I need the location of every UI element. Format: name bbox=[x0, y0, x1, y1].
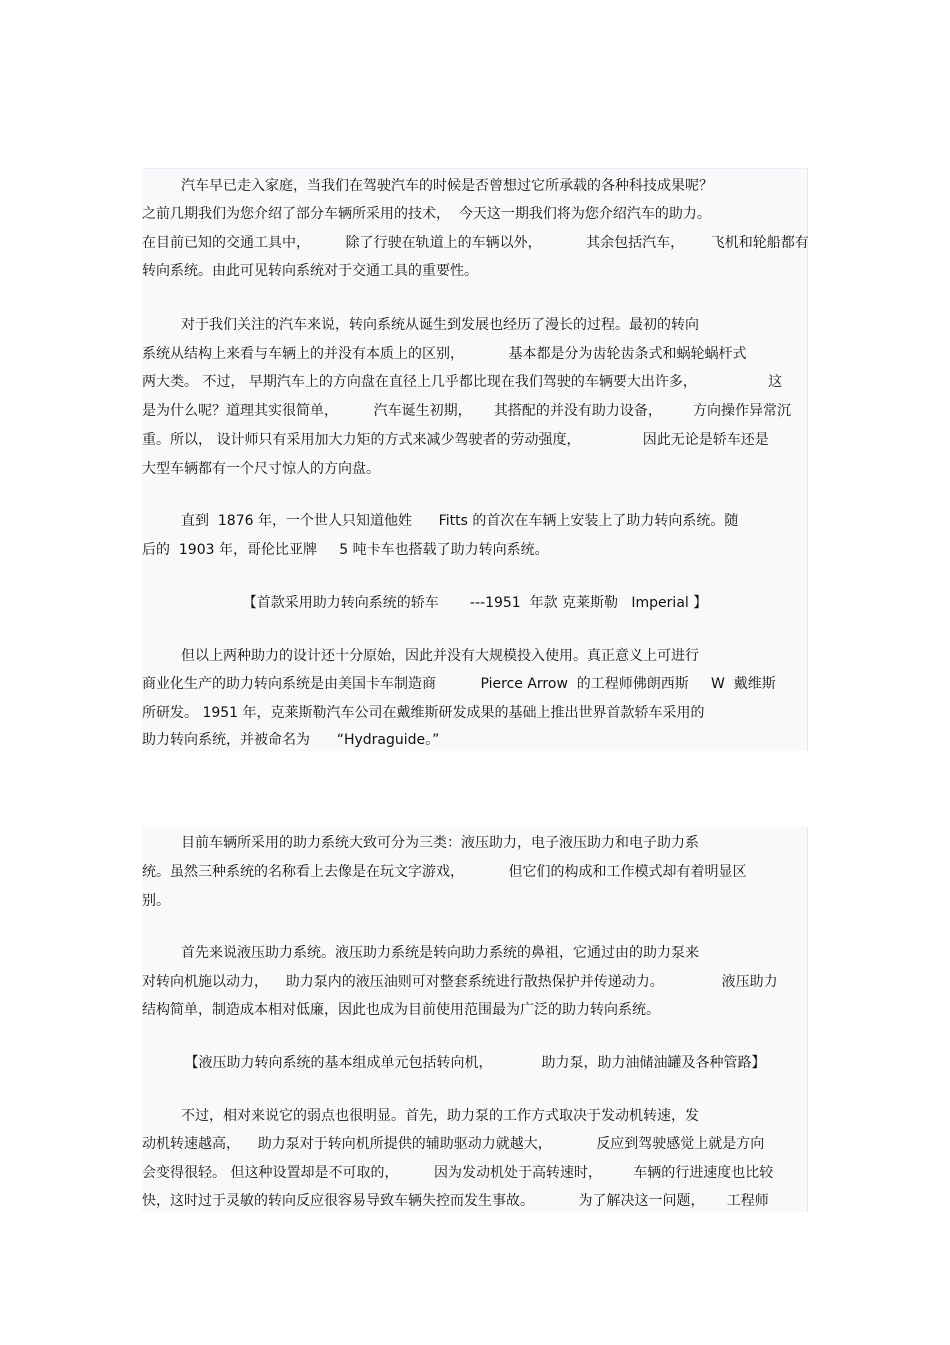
paragraph-line: 重。所以， 设计师只有采用加大力矩的方式来减少驾驶者的劳动强度， 因此无论是轿车还是 bbox=[142, 432, 769, 448]
paragraph-line: 对转向机施以动力， 助力泵内的液压油则可对整套系统进行散热保护并传递动力。 液压助力 bbox=[142, 974, 778, 990]
paragraph-line: 目前车辆所采用的助力系统大致可分为三类：液压助力，电子液压助力和电子助力系 bbox=[181, 835, 699, 851]
paragraph-line: 别。 bbox=[142, 893, 170, 909]
paragraph-line: 首先来说液压助力系统。液压助力系统是转向助力系统的鼻祖，它通过由的助力泵来 bbox=[181, 945, 699, 961]
paragraph-line: 所研发。 1951 年，克莱斯勒汽车公司在戴维斯研发成果的基础上推出世界首款轿车采用的 bbox=[142, 705, 705, 721]
paragraph-line: 大型车辆都有一个尺寸惊人的方向盘。 bbox=[142, 461, 380, 477]
paragraph-line: 在目前已知的交通工具中， 除了行驶在轨道上的车辆以外， 其余包括汽车， 飞机和轮船都有 bbox=[142, 235, 809, 251]
paragraph-line: 转向系统。由此可见转向系统对于交通工具的重要性。 bbox=[142, 263, 478, 279]
paragraph-line: 后的 1903 年，哥伦比亚牌 5 吨卡车也搭载了助力转向系统。 bbox=[142, 542, 549, 558]
paragraph-line: 但以上两种助力的设计还十分原始，因此并没有大规模投入使用。真正意义上可进行 bbox=[181, 648, 699, 664]
paragraph-line: 对于我们关注的汽车来说，转向系统从诞生到发展也经历了漫长的过程。最初的转向 bbox=[181, 317, 699, 333]
paragraph-line: 两大类。 不过， 早期汽车上的方向盘在直径上几乎都比现在我们驾驶的车辆要大出许多， 这 bbox=[142, 374, 783, 390]
paragraph-line: 统。虽然三种系统的名称看上去像是在玩文字游戏， 但它们的构成和工作模式却有着明显区 bbox=[142, 864, 747, 880]
paragraph-line: 助力转向系统，并被命名为 “Hydraguide。” bbox=[142, 732, 440, 748]
image-caption: 【液压助力转向系统的基本组成单元包括转向机， 助力泵，助力油储油罐及各种管路】 bbox=[184, 1055, 766, 1071]
image-caption: 【首款采用助力转向系统的轿车 ---1951 年款 克莱斯勒 Imperial 】 bbox=[242, 595, 708, 611]
paragraph-line: 结构简单，制造成本相对低廉，因此也成为目前使用范围最为广泛的助力转向系统。 bbox=[142, 1002, 660, 1018]
paragraph-line: 商业化生产的助力转向系统是由美国卡车制造商 Pierce Arrow 的工程师佛朗西斯 W 戴维斯 bbox=[142, 676, 776, 692]
paragraph-line: 动机转速越高， 助力泵对于转向机所提供的辅助驱动力就越大， 反应到驾驶感觉上就是方向 bbox=[142, 1136, 765, 1152]
text-block-1 bbox=[142, 168, 808, 751]
text-block-2 bbox=[142, 827, 808, 1212]
paragraph-line: 系统从结构上来看与车辆上的并没有本质上的区别， 基本都是分为齿轮齿条式和蜗轮蜗杆式 bbox=[142, 346, 747, 362]
paragraph-line: 直到 1876 年，一个世人只知道他姓 Fitts 的首次在车辆上安装上了助力转向系统。随 bbox=[181, 513, 739, 529]
paragraph-line: 不过，相对来说它的弱点也很明显。首先，助力泵的工作方式取决于发动机转速，发 bbox=[181, 1108, 699, 1124]
paragraph-line: 之前几期我们为您介绍了部分车辆所采用的技术， 今天这一期我们将为您介绍汽车的助力。 bbox=[142, 206, 711, 222]
paragraph-line: 汽车早已走入家庭，当我们在驾驶汽车的时候是否曾想过它所承载的各种科技成果呢？ bbox=[181, 178, 713, 194]
paragraph-line: 是为什么呢？道理其实很简单， 汽车诞生初期， 其搭配的并没有助力设备， 方向操作异常沉 bbox=[142, 403, 792, 419]
paragraph-line: 会变得很轻。 但这种设置却是不可取的， 因为发动机处于高转速时， 车辆的行进速度也比较 bbox=[142, 1165, 774, 1181]
paragraph-line: 快，这时过于灵敏的转向反应很容易导致车辆失控而发生事故。 为了解决这一问题， 工程师 bbox=[142, 1193, 769, 1209]
